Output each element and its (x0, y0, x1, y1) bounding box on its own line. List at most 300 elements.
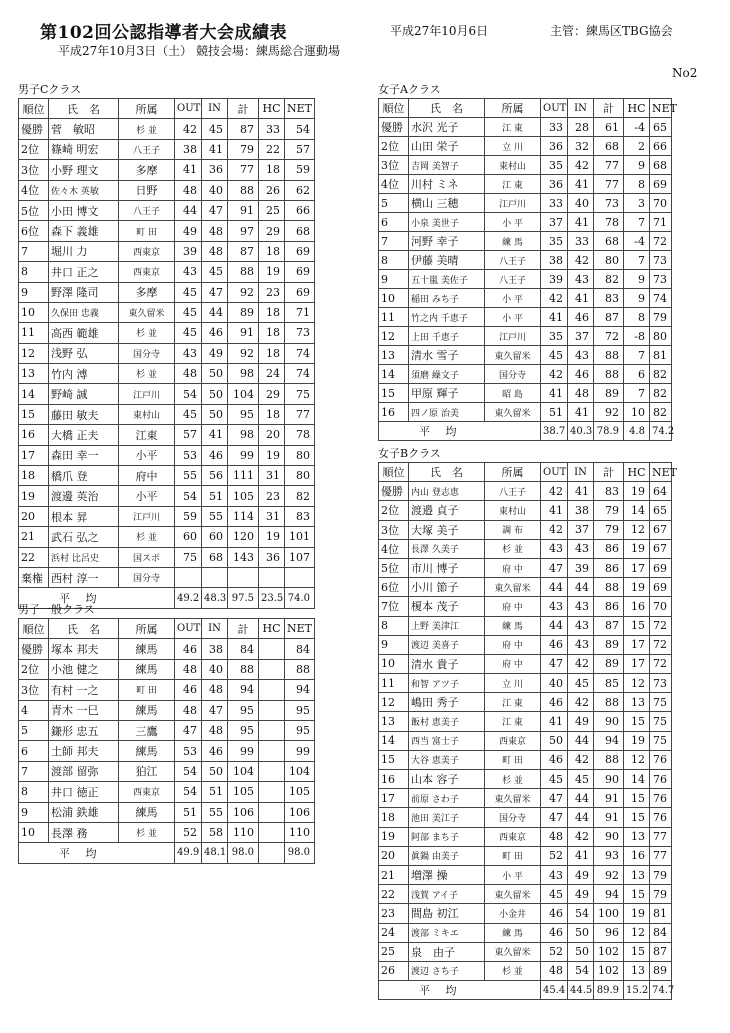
cell-in: 55 (202, 506, 228, 526)
cell-hc: 15 (624, 808, 650, 827)
cell-out (175, 567, 202, 587)
column-header-in: IN (202, 99, 228, 119)
cell-hc: -8 (624, 327, 650, 346)
cell-name: 小田 博文 (49, 200, 119, 220)
cell-net: 101 (285, 527, 315, 547)
cell-in: 50 (202, 384, 228, 404)
cell-in: 44 (202, 302, 228, 322)
cell-in: 44 (568, 808, 594, 827)
cell-in: 37 (568, 520, 594, 539)
cell-total: 86 (594, 558, 624, 577)
cell-in: 44 (568, 578, 594, 597)
average-label: 平 均 (379, 422, 541, 441)
cell-in: 45 (568, 674, 594, 693)
cell-out: 53 (175, 741, 202, 761)
cell-in: 42 (568, 693, 594, 712)
cell-total: 92 (228, 282, 259, 302)
cell-name: 水沢 光子 (409, 118, 485, 137)
cell-affiliation: 東村山 (485, 501, 541, 520)
cell-affiliation: 東久留米 (485, 403, 541, 422)
cell-hc: 10 (624, 403, 650, 422)
cell-net: 69 (285, 282, 315, 302)
cell-name: 小野 理文 (49, 160, 119, 180)
cell-affiliation: 府 中 (485, 635, 541, 654)
column-header-rank: 順位 (379, 463, 409, 482)
cell-name: 市川 博子 (409, 558, 485, 577)
cell-name: 渡辺 美喜子 (409, 635, 485, 654)
cell-rank: 10 (19, 302, 49, 322)
cell-out: 59 (175, 506, 202, 526)
cell-rank: 9 (19, 802, 49, 822)
cell-total: 92 (594, 865, 624, 884)
average-label: 平 均 (19, 588, 175, 608)
column-header-total: 計 (594, 99, 624, 118)
cell-in: 49 (568, 885, 594, 904)
cell-rank: 23 (379, 904, 409, 923)
cell-net: 75 (650, 712, 672, 731)
cell-hc: 22 (259, 139, 285, 159)
cell-in: 49 (202, 343, 228, 363)
cell-name: 篠崎 明宏 (49, 139, 119, 159)
table-row (379, 539, 672, 558)
cell-out: 36 (541, 175, 568, 194)
cell-in: 38 (568, 501, 594, 520)
cell-rank: 14 (379, 731, 409, 750)
cell-name: 渡邉 貞子 (409, 501, 485, 520)
cell-hc (259, 659, 285, 679)
cell-rank: 11 (19, 323, 49, 343)
cell-name: 吉岡 美智子 (409, 156, 485, 175)
cell-out: 47 (541, 558, 568, 577)
table-row (379, 156, 672, 175)
average-out: 49.9 (175, 843, 202, 863)
cell-hc (259, 639, 285, 659)
cell-name: 間島 初江 (409, 904, 485, 923)
cell-hc: 7 (624, 384, 650, 403)
cell-out: 35 (541, 156, 568, 175)
table-row (19, 241, 315, 261)
table-row (379, 365, 672, 384)
table-row (379, 865, 672, 884)
cell-net: 80 (285, 445, 315, 465)
cell-rank: 5位 (19, 200, 49, 220)
cell-name: 土師 邦夫 (49, 741, 119, 761)
cell-name: 堀川 力 (49, 241, 119, 261)
cell-net: 84 (650, 923, 672, 942)
cell-out: 47 (175, 720, 202, 740)
cell-net: 81 (650, 904, 672, 923)
cell-hc: 7 (624, 213, 650, 232)
table-row (19, 160, 315, 180)
average-row (19, 843, 315, 863)
cell-out: 54 (175, 782, 202, 802)
cell-rank: 9 (379, 270, 409, 289)
cell-out: 43 (541, 539, 568, 558)
cell-name: 渡辺 さち子 (409, 961, 485, 980)
cell-rank: 3位 (379, 156, 409, 175)
cell-hc: 19 (259, 527, 285, 547)
cell-total: 88 (594, 346, 624, 365)
cell-net: 69 (650, 558, 672, 577)
cell-net: 69 (285, 241, 315, 261)
column-header-rank: 順位 (19, 99, 49, 119)
average-total: 97.5 (228, 588, 259, 608)
cell-out: 54 (175, 384, 202, 404)
cell-name: 西村 淳一 (49, 567, 119, 587)
cell-rank: 3位 (379, 520, 409, 539)
results-table (378, 462, 677, 1000)
cell-affiliation: 杉 並 (119, 527, 175, 547)
cell-out: 41 (541, 712, 568, 731)
cell-total: 90 (594, 770, 624, 789)
cell-affiliation: 小 平 (485, 865, 541, 884)
cell-hc: 14 (624, 501, 650, 520)
cell-name: 小泉 美世子 (409, 213, 485, 232)
cell-out: 43 (541, 597, 568, 616)
cell-out: 38 (541, 251, 568, 270)
cell-total: 88 (594, 693, 624, 712)
cell-out: 44 (175, 200, 202, 220)
cell-net: 71 (285, 302, 315, 322)
cell-rank: 2位 (19, 659, 49, 679)
column-header-total: 計 (594, 463, 624, 482)
cell-affiliation: 江 東 (485, 175, 541, 194)
cell-net: 76 (650, 789, 672, 808)
cell-total: 83 (594, 482, 624, 501)
cell-net: 72 (650, 616, 672, 635)
cell-in: 41 (202, 425, 228, 445)
cell-hc (259, 802, 285, 822)
table-row (379, 558, 672, 577)
cell-total: 68 (594, 137, 624, 156)
table-row (19, 506, 315, 526)
cell-affiliation: 杉 並 (119, 364, 175, 384)
table-row (379, 904, 672, 923)
cell-net: 79 (650, 885, 672, 904)
cell-net: 82 (650, 384, 672, 403)
cell-hc (259, 741, 285, 761)
cell-hc: 17 (624, 654, 650, 673)
cell-out: 46 (541, 693, 568, 712)
column-header-net: NET (650, 463, 672, 482)
section-caption: 女子Aクラス (378, 83, 441, 96)
cell-name: 武石 弘之 (49, 527, 119, 547)
cell-rank: 8 (379, 616, 409, 635)
cell-affiliation: 杉 並 (485, 961, 541, 980)
column-header-net: NET (285, 619, 315, 639)
cell-rank: 4位 (379, 175, 409, 194)
cell-hc: 15 (624, 712, 650, 731)
cell-net: 72 (650, 232, 672, 251)
cell-hc: 9 (624, 156, 650, 175)
cell-hc: 6 (624, 365, 650, 384)
table-header-row (19, 619, 315, 639)
average-total: 78.9 (594, 422, 624, 441)
cell-name: 大橋 正夫 (49, 425, 119, 445)
cell-in: 51 (202, 782, 228, 802)
cell-total: 78 (594, 213, 624, 232)
cell-rank: 12 (379, 693, 409, 712)
cell-rank: 22 (379, 885, 409, 904)
table-row (19, 822, 315, 842)
cell-out: 40 (541, 674, 568, 693)
cell-out: 45 (541, 346, 568, 365)
cell-name: 飯村 恵美子 (409, 712, 485, 731)
cell-net: 69 (650, 578, 672, 597)
cell-hc (259, 567, 285, 587)
cell-out: 75 (175, 547, 202, 567)
cell-total: 91 (594, 808, 624, 827)
cell-name: 橋爪 登 (49, 466, 119, 486)
cell-out: 55 (175, 466, 202, 486)
cell-net: 65 (650, 501, 672, 520)
average-row (379, 422, 672, 441)
column-header-affiliation: 所属 (485, 463, 541, 482)
table-row (379, 482, 672, 501)
cell-in: 41 (568, 403, 594, 422)
cell-rank: 3位 (19, 160, 49, 180)
cell-hc: 18 (259, 404, 285, 424)
cell-net: 95 (285, 720, 315, 740)
cell-total: 93 (594, 846, 624, 865)
cell-name: 渡部 ミキエ (409, 923, 485, 942)
cell-affiliation: 八王子 (485, 482, 541, 501)
column-header-affiliation: 所属 (119, 619, 175, 639)
cell-affiliation: 江 東 (485, 693, 541, 712)
cell-affiliation: 町 田 (119, 680, 175, 700)
cell-hc: 24 (259, 364, 285, 384)
cell-hc: 15 (624, 616, 650, 635)
cell-net: 54 (285, 119, 315, 139)
cell-affiliation: 国分寺 (485, 365, 541, 384)
table-row (379, 578, 672, 597)
cell-affiliation: 立 川 (485, 137, 541, 156)
cell-affiliation: 練 馬 (485, 232, 541, 251)
cell-name: 眞鍋 由美子 (409, 846, 485, 865)
cell-total: 83 (594, 289, 624, 308)
cell-name: 森下 義雄 (49, 221, 119, 241)
table-header-row (19, 99, 315, 119)
cell-total: 98 (228, 364, 259, 384)
cell-hc: 19 (624, 482, 650, 501)
cell-out: 37 (541, 213, 568, 232)
cell-name: 四ノ原 治美 (409, 403, 485, 422)
average-hc: 4.8 (624, 422, 650, 441)
cell-out: 45 (175, 404, 202, 424)
cell-in: 51 (202, 486, 228, 506)
cell-name: 稲田 みち子 (409, 289, 485, 308)
cell-rank: 22 (19, 547, 49, 567)
cell-total: 61 (594, 118, 624, 137)
table-header-row (379, 463, 672, 482)
cell-total: 88 (228, 262, 259, 282)
cell-out: 51 (175, 802, 202, 822)
average-hc (259, 843, 285, 863)
cell-net: 73 (285, 323, 315, 343)
table-row (379, 232, 672, 251)
cell-in: 43 (568, 346, 594, 365)
cell-name: 長澤 務 (49, 822, 119, 842)
cell-rank: 16 (379, 403, 409, 422)
cell-name: 野澤 隆司 (49, 282, 119, 302)
table-row (379, 384, 672, 403)
cell-rank: 20 (19, 506, 49, 526)
cell-out: 46 (175, 639, 202, 659)
table-row (379, 789, 672, 808)
cell-out: 48 (175, 180, 202, 200)
table-row (19, 741, 315, 761)
column-header-name: 氏 名 (409, 99, 485, 118)
table-row (379, 808, 672, 827)
table-row (19, 343, 315, 363)
cell-name: 藤田 敏夫 (49, 404, 119, 424)
cell-out: 48 (541, 961, 568, 980)
cell-net: 82 (285, 486, 315, 506)
table-row (19, 761, 315, 781)
cell-in: 58 (202, 822, 228, 842)
cell-hc: 12 (624, 750, 650, 769)
cell-name: 川村 ミネ (409, 175, 485, 194)
cell-affiliation: 国スポ (119, 547, 175, 567)
cell-affiliation: 八王子 (485, 270, 541, 289)
cell-net: 82 (650, 403, 672, 422)
cell-rank: 4位 (19, 180, 49, 200)
cell-rank: 20 (379, 846, 409, 865)
cell-out: 52 (541, 942, 568, 961)
cell-in: 48 (202, 241, 228, 261)
cell-affiliation: 練馬 (119, 659, 175, 679)
cell-affiliation: 江 東 (485, 118, 541, 137)
cell-rank: 棄権 (19, 567, 49, 587)
cell-affiliation: 江 東 (485, 712, 541, 731)
cell-out: 45 (175, 323, 202, 343)
cell-total: 95 (228, 720, 259, 740)
average-net: 74.0 (285, 588, 315, 608)
table-row (19, 221, 315, 241)
cell-out: 47 (541, 789, 568, 808)
cell-net: 67 (650, 539, 672, 558)
cell-hc: 12 (624, 520, 650, 539)
cell-name: 清水 貴子 (409, 654, 485, 673)
column-header-name: 氏 名 (409, 463, 485, 482)
cell-total: 79 (594, 520, 624, 539)
cell-out: 51 (541, 403, 568, 422)
cell-hc: 33 (259, 119, 285, 139)
table-row (379, 731, 672, 750)
cell-total: 82 (594, 270, 624, 289)
cell-hc: 16 (624, 846, 650, 865)
cell-rank: 19 (19, 486, 49, 506)
cell-rank: 15 (379, 384, 409, 403)
average-out: 38.7 (541, 422, 568, 441)
cell-in: 41 (568, 289, 594, 308)
cell-in: 40 (202, 659, 228, 679)
cell-out: 48 (175, 364, 202, 384)
column-header-out: OUT (175, 619, 202, 639)
cell-affiliation: 狛江 (119, 761, 175, 781)
cell-rank: 8 (19, 262, 49, 282)
table-row (19, 486, 315, 506)
cell-out: 53 (175, 445, 202, 465)
cell-name: 松浦 鉄雄 (49, 802, 119, 822)
cell-in: 42 (568, 251, 594, 270)
cell-total: 111 (228, 466, 259, 486)
cell-total: 89 (594, 384, 624, 403)
organizer: 主管：練馬区TBG協会 (550, 24, 673, 38)
cell-rank: 7 (19, 241, 49, 261)
cell-in: 48 (568, 384, 594, 403)
cell-affiliation: 杉 並 (119, 822, 175, 842)
cell-affiliation: 東久留米 (485, 346, 541, 365)
cell-out: 41 (541, 308, 568, 327)
cell-hc: 29 (259, 384, 285, 404)
cell-affiliation: 国分寺 (485, 808, 541, 827)
cell-affiliation: 西東京 (119, 241, 175, 261)
cell-in: 46 (568, 308, 594, 327)
cell-name: 前原 さわ子 (409, 789, 485, 808)
column-header-affiliation: 所属 (119, 99, 175, 119)
cell-hc: 17 (624, 558, 650, 577)
cell-name: 榎本 茂子 (409, 597, 485, 616)
cell-hc: 18 (259, 241, 285, 261)
cell-total: 110 (228, 822, 259, 842)
cell-hc: 19 (624, 539, 650, 558)
cell-affiliation: 府 中 (485, 597, 541, 616)
cell-out: 54 (175, 761, 202, 781)
column-header-hc: HC (259, 99, 285, 119)
cell-name: 伊藤 美晴 (409, 251, 485, 270)
cell-total: 91 (594, 789, 624, 808)
cell-hc: 36 (259, 547, 285, 567)
cell-hc: 13 (624, 961, 650, 980)
cell-total: 87 (594, 308, 624, 327)
cell-hc: 26 (259, 180, 285, 200)
cell-rank: 4 (19, 700, 49, 720)
cell-net: 77 (285, 404, 315, 424)
cell-affiliation: 西東京 (119, 782, 175, 802)
cell-in: 43 (568, 597, 594, 616)
cell-net: 75 (285, 384, 315, 404)
column-header-name: 氏 名 (49, 99, 119, 119)
cell-hc: 12 (624, 923, 650, 942)
table-row (379, 137, 672, 156)
cell-name: 浅野 弘 (49, 343, 119, 363)
cell-total: 90 (594, 712, 624, 731)
cell-net: 110 (285, 822, 315, 842)
cell-name: 大塚 美子 (409, 520, 485, 539)
cell-out: 44 (541, 616, 568, 635)
cell-out: 49 (175, 221, 202, 241)
cell-out: 50 (541, 731, 568, 750)
cell-total: 91 (228, 200, 259, 220)
cell-net: 71 (650, 213, 672, 232)
cell-rank: 26 (379, 961, 409, 980)
cell-affiliation: 練馬 (119, 741, 175, 761)
cell-out: 33 (541, 118, 568, 137)
cell-name: 根本 昇 (49, 506, 119, 526)
cell-out: 46 (541, 750, 568, 769)
cell-total: 100 (594, 904, 624, 923)
table-row (19, 119, 315, 139)
cell-affiliation: 杉 並 (119, 119, 175, 139)
cell-net: 67 (650, 520, 672, 539)
cell-hc: 19 (624, 578, 650, 597)
cell-out: 45 (541, 770, 568, 789)
cell-affiliation: 府中 (119, 466, 175, 486)
cell-in (202, 567, 228, 587)
cell-rank: 6位 (379, 578, 409, 597)
cell-name: 和智 アツ子 (409, 674, 485, 693)
